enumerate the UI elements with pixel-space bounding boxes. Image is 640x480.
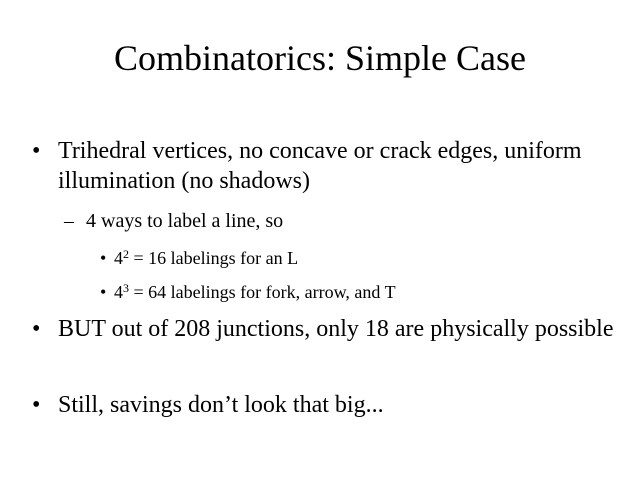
bullet-junctions-possible bbox=[32, 314, 632, 344]
bullet-dot: • bbox=[32, 392, 41, 418]
sub-sub-bullet-l-junction bbox=[100, 246, 620, 270]
base-number: 4 bbox=[114, 282, 123, 302]
bullet-dot: • bbox=[32, 316, 41, 342]
sub-sub-bullet-fork-arrow-t bbox=[100, 280, 620, 304]
sub-bullet-text: 4 ways to label a line, so bbox=[86, 210, 284, 232]
bullet-trihedral bbox=[32, 136, 632, 196]
bullet-text: Trihedral vertices, no concave or crack edges, uniform illumination (no shadows) bbox=[58, 138, 582, 194]
base-number: 4 bbox=[114, 248, 123, 268]
bullet-dot: • bbox=[32, 138, 41, 164]
exponent: 3 bbox=[123, 281, 129, 295]
exponent: 2 bbox=[123, 247, 129, 261]
sub-bullet-label-ways bbox=[64, 208, 624, 234]
dash-marker: – bbox=[64, 210, 74, 232]
bullet-dot: • bbox=[100, 282, 107, 302]
sub-sub-bullet-text: = 64 labelings for fork, arrow, and T bbox=[129, 282, 396, 302]
bullet-savings bbox=[32, 390, 632, 420]
sub-sub-bullet-text: = 16 labelings for an L bbox=[129, 248, 299, 268]
slide-title: Combinatorics: Simple Case bbox=[114, 38, 526, 78]
bullet-text: BUT out of 208 junctions, only 18 are physically possible bbox=[58, 316, 614, 342]
bullet-text: Still, savings don’t look that big... bbox=[58, 392, 384, 418]
bullet-dot: • bbox=[100, 248, 107, 268]
